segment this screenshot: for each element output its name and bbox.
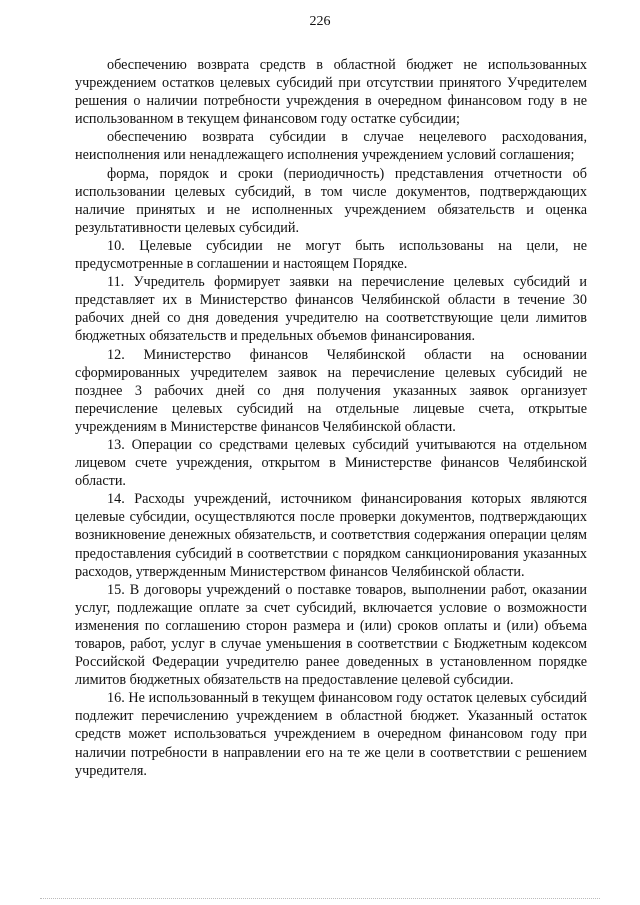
paragraph: 14. Расходы учреждений, источником финансирования которых являются целевые субсидии, осуществляются после проверки документов, подтверждающих возникновение денежных обязательств, и соответствия содержания операции целям предоставления субсидий в соответствии с порядком санкционирования указанных расходов, утвержденным Министерством финансов Челябинской области. bbox=[75, 491, 587, 580]
paragraph: форма, порядок и сроки (периодичность) представления отчетности об использовании целевых субсидий, в том числе документов, подтверждающих наличие принятых и не исполненных учреждением обязательств и оценка результативности целевых субсидий. bbox=[75, 165, 587, 236]
paragraph: 10. Целевые субсидии не могут быть использованы на цели, не предусмотренные в соглашении и настоящем Порядке. bbox=[75, 237, 587, 273]
scan-edge-divider bbox=[40, 898, 600, 899]
paragraph: обеспечению возврата субсидии в случае нецелевого расходования, неисполнения или ненадлежащего исполнения учреждением условий соглашения; bbox=[75, 129, 587, 164]
paragraph: 11. Учредитель формирует заявки на перечисление целевых субсидий и представляет их в Министерство финансов Челябинской области в течение 30 рабочих дней со дня доведения учредителю на соответствующие цели лимитов бюджетных обязательств и предельных объемов финансирования. bbox=[75, 274, 587, 345]
paragraph: 12. Министерство финансов Челябинской области на основании сформированных учредителем заявок на перечисление целевых субсидий не позднее 3 рабочих дней со дня получения указанных заявок организует перечисление целевых субсидий на отдельные лицевые счета, открытые учреждениям в Министерстве финансов Челябинской области. bbox=[75, 346, 587, 435]
paragraph: 16. Не использованный в текущем финансовом году остаток целевых субсидий подлежит перечислению учреждением в областной бюджет. Указанный остаток средств может использоваться учреждением в очередном финансовом году при наличии потребности в направлении его на те же цели в соответствии с решением учредителя. bbox=[75, 690, 587, 779]
paragraph: 15. В договоры учреждений о поставке товаров, выполнении работ, оказании услуг, подлежащие оплате за счет субсидий, включается условие о возможности изменения по соглашению сторон размера и (или) сроков оплаты и (или) объема товаров, работ, услуг в случае уменьшения в соответствии с Бюджетным кодексом Российской Федерации учредителю ранее доведенных в установленном порядке лимитов бюджетных обязательств на предоставление целевой субсидии. bbox=[75, 581, 587, 689]
paragraph: обеспечению возврата средств в областной бюджет не использованных учреждением остатков целевых субсидий при отсутствии принятого Учредителем решения о наличии потребности учреждения в очередном финансовом году в не использованном в текущем финансовом году остатке субсидии; bbox=[75, 57, 587, 128]
paragraph: 13. Операции со средствами целевых субсидий учитываются на отдельном лицевом счете учреждения, открытом в Министерстве финансов Челябинской области. bbox=[75, 436, 587, 490]
page-number: 226 bbox=[309, 14, 331, 29]
document-body bbox=[75, 56, 587, 780]
